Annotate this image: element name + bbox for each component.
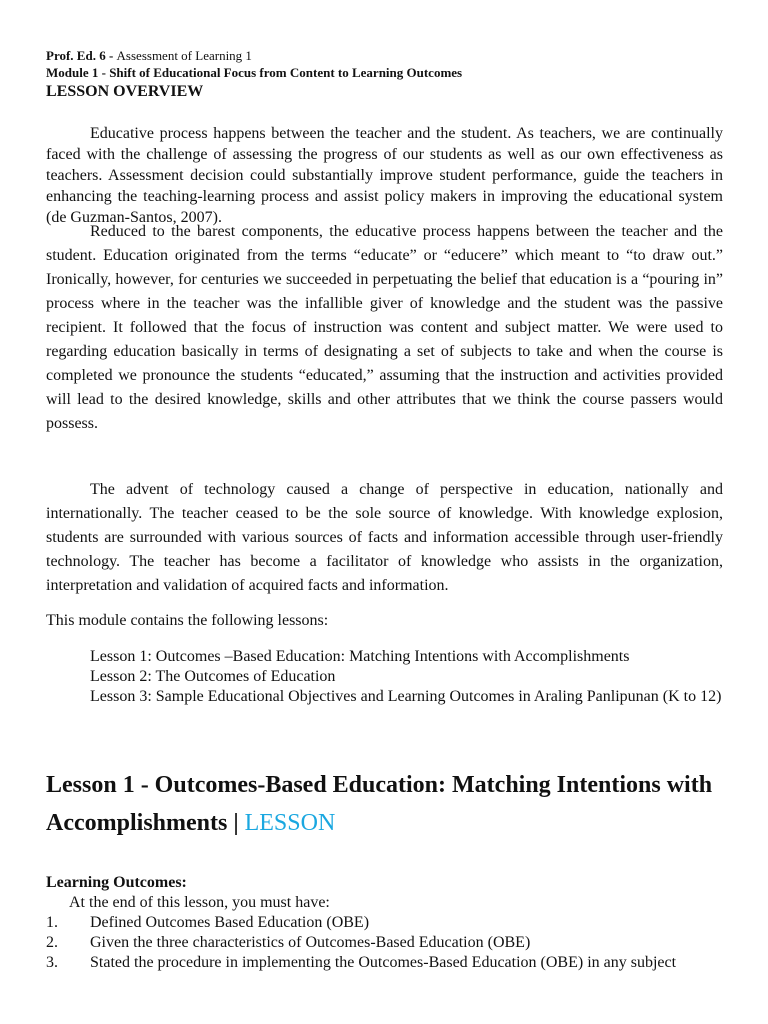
overview-paragraph-1-text: Educative process happens between the teacher and the student. As teachers, we are continually faced with the challenge of assessing the progress of our students as well as our own effectiveness as teachers. Assessment decision could substantially improve student performance, guide the teachers in enhancing the teaching-learning process and assist policy makers in improving the educational system (de Guzman-Santos, 2007).: [46, 125, 723, 226]
overview-paragraph-3: [46, 478, 723, 598]
list-item: [46, 913, 676, 933]
lesson-overview-heading: LESSON OVERVIEW: [46, 83, 204, 100]
lesson-list-item: Lesson 3: Sample Educational Objectives and Learning Outcomes in Araling Panlipunan (K to 12): [90, 688, 722, 705]
module-contains-label: This module contains the following lessons:: [46, 612, 329, 629]
course-code: Prof. Ed. 6 -: [46, 48, 117, 63]
learning-outcomes-list: [46, 913, 676, 973]
list-item: [46, 953, 676, 973]
list-item-text: Defined Outcomes Based Education (OBE): [90, 914, 370, 931]
list-item-number: 3.: [46, 954, 58, 971]
lesson-list-item: Lesson 2: The Outcomes of Education: [90, 668, 336, 685]
list-item-text: Stated the procedure in implementing the Outcomes-Based Education (OBE) in any subject: [90, 954, 677, 971]
overview-paragraph-2-text: Reduced to the barest components, the educative process happens between the teacher and the student. Education originated from the terms “educate” or “educere” which meant to “to draw out.” Ironically, however, for centuries we succeeded in perpetuating the belief that education is a “pouring in” process where in the teacher was the infallible giver of knowledge and the student was the passive recipient. It followed that the focus of instruction was content and subject matter. We were used to regarding education basically in terms of designating a set of subjects to take and when the course is completed we pronounce the students “educated,” assuming that the instruction and activities provided will lead to the desired knowledge, skills and other attributes that we think the course passers would possess.: [46, 223, 723, 432]
learning-outcomes-label: Learning Outcomes:: [46, 874, 187, 891]
list-item-number: 2.: [46, 934, 58, 951]
list-item-number: 1.: [46, 914, 58, 931]
list-item: [46, 933, 676, 953]
learning-outcomes-intro: At the end of this lesson, you must have:: [69, 894, 330, 911]
overview-paragraph-3-text: The advent of technology caused a change of perspective in education, nationally and internationally. The teacher ceased to be the sole source of knowledge. With knowledge explosion, students are surrounded with various sources of facts and information accessible through user-friendly technology. The teacher has become a facilitator of knowledge who assists in the organization, interpretation and validation of acquired facts and information.: [46, 481, 723, 594]
overview-paragraph-2: [46, 220, 723, 436]
lesson-list: [46, 647, 726, 707]
lesson-link[interactable]: LESSON: [244, 810, 336, 836]
course-name: Assessment of Learning 1: [116, 48, 252, 63]
overview-paragraph-1: [46, 123, 723, 228]
course-header: [46, 48, 252, 63]
lesson-1-title: [46, 766, 726, 842]
list-item-text: Given the three characteristics of Outcomes-Based Education (OBE): [90, 934, 531, 951]
lesson-list-item: Lesson 1: Outcomes –Based Education: Matching Intentions with Accomplishments: [90, 648, 630, 665]
module-title: Module 1 - Shift of Educational Focus from Content to Learning Outcomes: [46, 65, 463, 80]
lesson-1-title-text: Lesson 1 - Outcomes-Based Education: Matching Intentions with Accomplishments |: [46, 772, 713, 836]
